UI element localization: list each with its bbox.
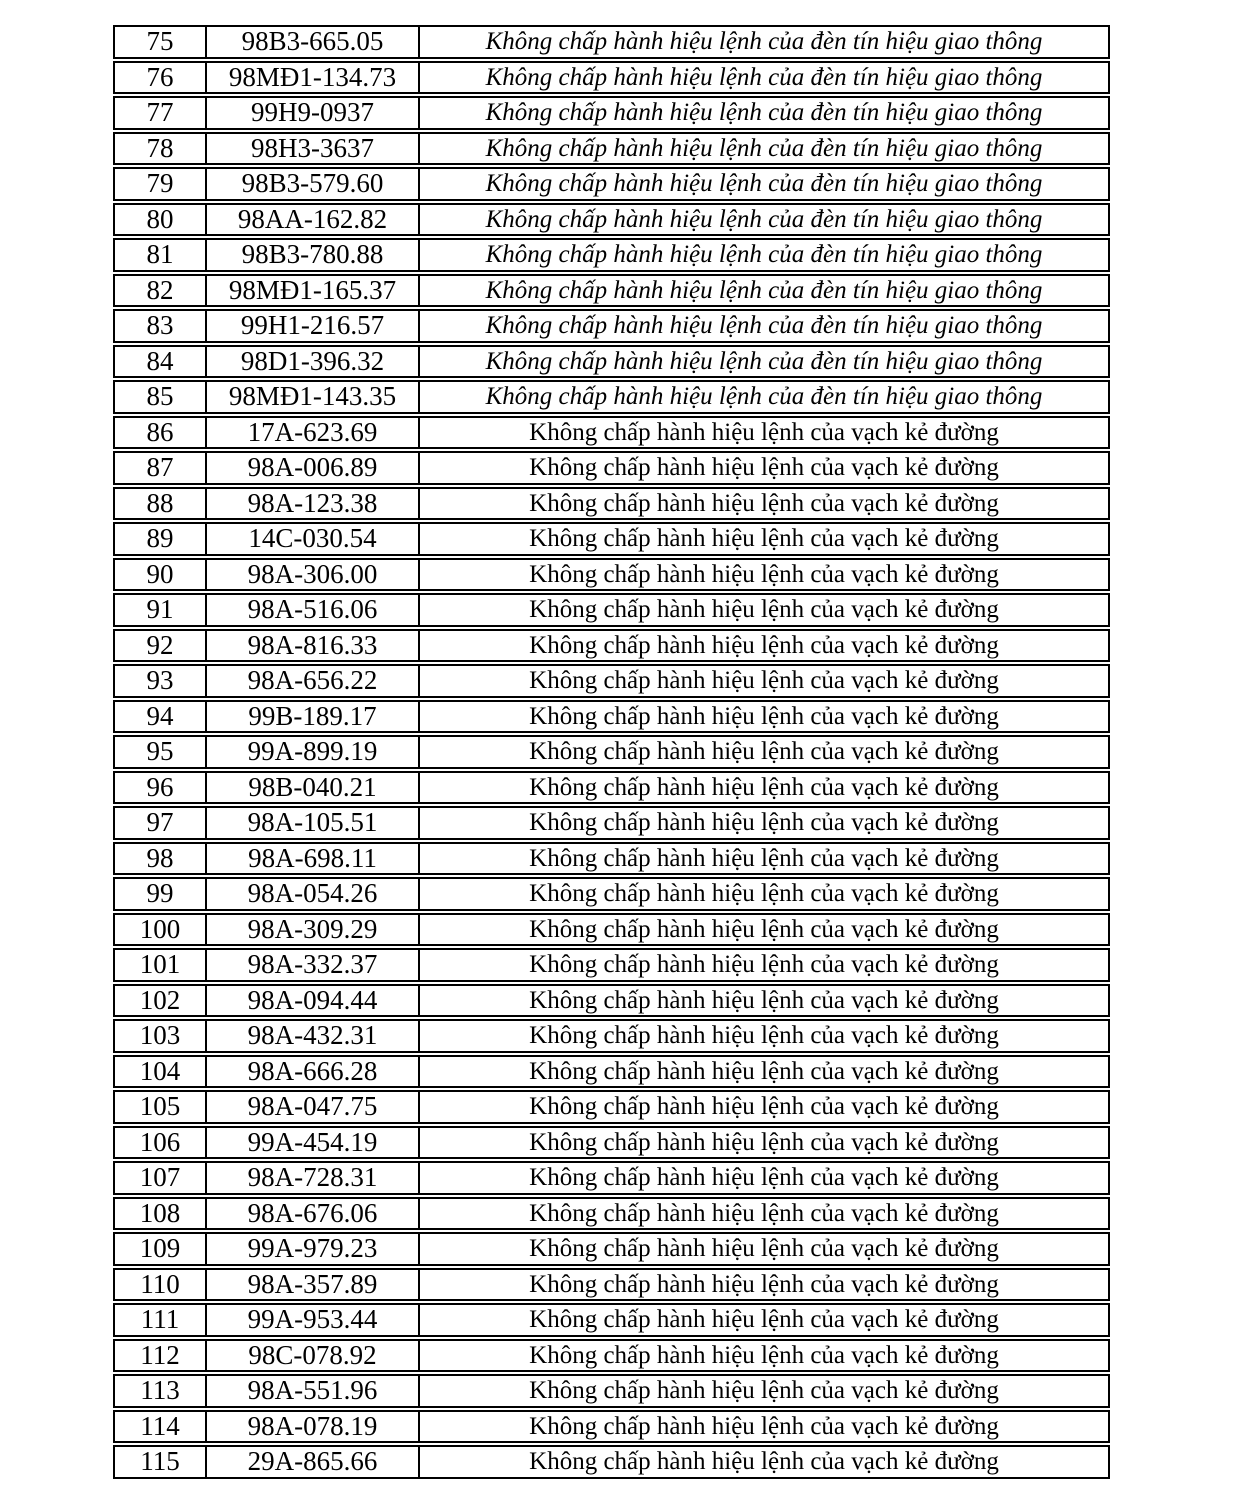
row-number-cell: 114 [115,1412,207,1442]
violation-cell: Không chấp hành hiệu lệnh của đèn tín hiệu giao thông [485,383,1043,410]
violation-cell: Không chấp hành hiệu lệnh của vạch kẻ đường [529,454,999,481]
violation-cell: Không chấp hành hiệu lệnh của vạch kẻ đường [529,702,999,730]
plate-number-cell: 99A-899.19 [207,737,420,767]
row-number-cell: 106 [115,1128,207,1158]
row-number-cell: 84 [115,347,207,377]
table-row [113,345,1110,379]
row-number-cell: 92 [115,631,207,661]
row-number-cell: 102 [115,986,207,1016]
row-number-cell: 103 [115,1021,207,1051]
table-row [113,1126,1110,1160]
violation-cell: Không chấp hành hiệu lệnh của vạch kẻ đường [529,667,999,694]
table-row [113,203,1110,237]
table-row [113,1232,1110,1266]
violation-cell: Không chấp hành hiệu lệnh của vạch kẻ đường [529,1341,999,1369]
row-number-cell: 85 [115,382,207,412]
row-number-cell: 104 [115,1057,207,1087]
row-number-cell: 79 [115,169,207,199]
table-row [113,1197,1110,1231]
violation-cell: Không chấp hành hiệu lệnh của vạch kẻ đường [529,915,999,943]
row-number-cell: 77 [115,98,207,128]
plate-number-cell: 98A-105.51 [207,808,420,838]
table-row [113,558,1110,592]
table-row [113,700,1110,734]
violation-cell: Không chấp hành hiệu lệnh của đèn tín hiệu giao thông [485,134,1043,162]
plate-number-cell: 98A-666.28 [207,1057,420,1087]
plate-number-cell: 17A-623.69 [207,418,420,448]
table-row [113,238,1110,272]
row-number-cell: 89 [115,524,207,554]
table-row [113,735,1110,769]
plate-number-cell: 98B3-579.60 [207,169,420,199]
table-row [113,1445,1110,1479]
row-number-cell: 99 [115,879,207,909]
violation-cell: Không chấp hành hiệu lệnh của vạch kẻ đường [529,1128,999,1156]
plate-number-cell: 99A-454.19 [207,1128,420,1158]
row-number-cell: 109 [115,1234,207,1264]
plate-number-cell: 98A-728.31 [207,1163,420,1193]
plate-number-cell: 98A-309.29 [207,915,420,945]
violation-cell: Không chấp hành hiệu lệnh của đèn tín hiệu giao thông [485,99,1043,126]
violation-cell: Không chấp hành hiệu lệnh của vạch kẻ đường [529,986,999,1014]
plate-number-cell: 98A-698.11 [207,844,420,874]
table-row [113,664,1110,698]
violation-cell: Không chấp hành hiệu lệnh của vạch kẻ đường [529,1164,999,1191]
violation-cell: Không chấp hành hiệu lệnh của vạch kẻ đường [529,1270,999,1298]
plate-number-cell: 98MĐ1-134.73 [207,63,420,93]
violation-table [113,25,1110,1481]
violation-cell: Không chấp hành hiệu lệnh của đèn tín hiệu giao thông [485,28,1043,55]
plate-number-cell: 98A-816.33 [207,631,420,661]
violation-cell: Không chấp hành hiệu lệnh của vạch kẻ đường [529,1306,999,1333]
plate-number-cell: 14C-030.54 [207,524,420,554]
table-row [113,1374,1110,1408]
violation-cell: Không chấp hành hiệu lệnh của đèn tín hiệu giao thông [485,205,1043,233]
table-row [113,984,1110,1018]
table-row [113,1268,1110,1302]
row-number-cell: 101 [115,950,207,980]
table-row [113,416,1110,450]
row-number-cell: 75 [115,27,207,57]
plate-number-cell: 98A-676.06 [207,1199,420,1229]
row-number-cell: 86 [115,418,207,448]
plate-number-cell: 98B3-780.88 [207,240,420,270]
violation-cell: Không chấp hành hiệu lệnh của vạch kẻ đường [529,1022,999,1049]
plate-number-cell: 98A-656.22 [207,666,420,696]
row-number-cell: 78 [115,134,207,164]
row-number-cell: 100 [115,915,207,945]
row-number-cell: 105 [115,1092,207,1122]
violation-cell: Không chấp hành hiệu lệnh của vạch kẻ đường [529,596,999,623]
row-number-cell: 113 [115,1376,207,1406]
table-row [113,380,1110,414]
violation-cell: Không chấp hành hiệu lệnh của vạch kẻ đường [529,880,999,907]
plate-number-cell: 98MĐ1-165.37 [207,276,420,306]
row-number-cell: 107 [115,1163,207,1193]
table-row [113,1410,1110,1444]
violation-cell: Không chấp hành hiệu lệnh của vạch kẻ đường [529,418,999,446]
violation-cell: Không chấp hành hiệu lệnh của vạch kẻ đường [529,560,999,588]
violation-cell: Không chấp hành hiệu lệnh của vạch kẻ đường [529,951,999,978]
table-row [113,629,1110,663]
violation-cell: Không chấp hành hiệu lệnh của đèn tín hiệu giao thông [485,347,1043,375]
plate-number-cell: 98C-078.92 [207,1341,420,1371]
violation-cell: Không chấp hành hiệu lệnh của đèn tín hiệu giao thông [485,276,1043,304]
plate-number-cell: 99H1-216.57 [207,311,420,341]
violation-cell: Không chấp hành hiệu lệnh của đèn tín hiệu giao thông [485,170,1043,197]
row-number-cell: 108 [115,1199,207,1229]
row-number-cell: 83 [115,311,207,341]
row-number-cell: 111 [115,1305,207,1335]
violation-cell: Không chấp hành hiệu lệnh của vạch kẻ đường [529,1199,999,1227]
violation-cell: Không chấp hành hiệu lệnh của vạch kẻ đường [529,1412,999,1440]
table-row [113,487,1110,521]
plate-number-cell: 98A-516.06 [207,595,420,625]
table-row [113,948,1110,982]
table-row [113,771,1110,805]
plate-number-cell: 99A-953.44 [207,1305,420,1335]
violation-cell: Không chấp hành hiệu lệnh của vạch kẻ đường [529,489,999,517]
table-row [113,842,1110,876]
table-row [113,451,1110,485]
row-number-cell: 87 [115,453,207,483]
violation-cell: Không chấp hành hiệu lệnh của đèn tín hiệu giao thông [485,63,1043,91]
row-number-cell: 90 [115,560,207,590]
table-row [113,1055,1110,1089]
row-number-cell: 81 [115,240,207,270]
table-row [113,877,1110,911]
plate-number-cell: 98A-551.96 [207,1376,420,1406]
table-row [113,1161,1110,1195]
table-row [113,25,1110,59]
plate-number-cell: 98A-306.00 [207,560,420,590]
violation-cell: Không chấp hành hiệu lệnh của vạch kẻ đường [529,1448,999,1475]
table-row [113,1339,1110,1373]
table-row [113,61,1110,95]
violation-cell: Không chấp hành hiệu lệnh của vạch kẻ đường [529,631,999,659]
table-row [113,167,1110,201]
row-number-cell: 96 [115,773,207,803]
row-number-cell: 76 [115,63,207,93]
row-number-cell: 82 [115,276,207,306]
plate-number-cell: 98A-432.31 [207,1021,420,1051]
violation-cell: Không chấp hành hiệu lệnh của vạch kẻ đường [529,1377,999,1404]
plate-number-cell: 98A-357.89 [207,1270,420,1300]
table-row [113,806,1110,840]
plate-number-cell: 99B-189.17 [207,702,420,732]
row-number-cell: 115 [115,1447,207,1477]
plate-number-cell: 99H9-0937 [207,98,420,128]
plate-number-cell: 98MĐ1-143.35 [207,382,420,412]
row-number-cell: 93 [115,666,207,696]
row-number-cell: 95 [115,737,207,767]
violation-cell: Không chấp hành hiệu lệnh của vạch kẻ đường [529,738,999,765]
row-number-cell: 110 [115,1270,207,1300]
plate-number-cell: 98H3-3637 [207,134,420,164]
row-number-cell: 97 [115,808,207,838]
plate-number-cell: 29A-865.66 [207,1447,420,1477]
table-row [113,132,1110,166]
table-row [113,1019,1110,1053]
violation-cell: Không chấp hành hiệu lệnh của vạch kẻ đường [529,525,999,552]
row-number-cell: 91 [115,595,207,625]
table-row [113,913,1110,947]
table-row [113,593,1110,627]
violation-cell: Không chấp hành hiệu lệnh của đèn tín hiệu giao thông [485,241,1043,268]
plate-number-cell: 98B-040.21 [207,773,420,803]
violation-cell: Không chấp hành hiệu lệnh của vạch kẻ đường [529,1057,999,1085]
table-row [113,309,1110,343]
plate-number-cell: 98A-123.38 [207,489,420,519]
row-number-cell: 112 [115,1341,207,1371]
violation-cell: Không chấp hành hiệu lệnh của vạch kẻ đường [529,1093,999,1120]
plate-number-cell: 98A-078.19 [207,1412,420,1442]
plate-number-cell: 98A-047.75 [207,1092,420,1122]
table-row [113,1090,1110,1124]
plate-number-cell: 98A-094.44 [207,986,420,1016]
row-number-cell: 98 [115,844,207,874]
plate-number-cell: 98A-332.37 [207,950,420,980]
table-row [113,522,1110,556]
table-row [113,1303,1110,1337]
plate-number-cell: 98D1-396.32 [207,347,420,377]
table-row [113,274,1110,308]
plate-number-cell: 98A-006.89 [207,453,420,483]
violation-cell: Không chấp hành hiệu lệnh của vạch kẻ đường [529,809,999,836]
row-number-cell: 80 [115,205,207,235]
table-row [113,96,1110,130]
plate-number-cell: 99A-979.23 [207,1234,420,1264]
plate-number-cell: 98A-054.26 [207,879,420,909]
violation-cell: Không chấp hành hiệu lệnh của vạch kẻ đường [529,844,999,872]
plate-number-cell: 98AA-162.82 [207,205,420,235]
row-number-cell: 88 [115,489,207,519]
plate-number-cell: 98B3-665.05 [207,27,420,57]
violation-cell: Không chấp hành hiệu lệnh của vạch kẻ đường [529,773,999,801]
row-number-cell: 94 [115,702,207,732]
violation-cell: Không chấp hành hiệu lệnh của vạch kẻ đường [529,1235,999,1262]
violation-cell: Không chấp hành hiệu lệnh của đèn tín hiệu giao thông [485,312,1043,339]
